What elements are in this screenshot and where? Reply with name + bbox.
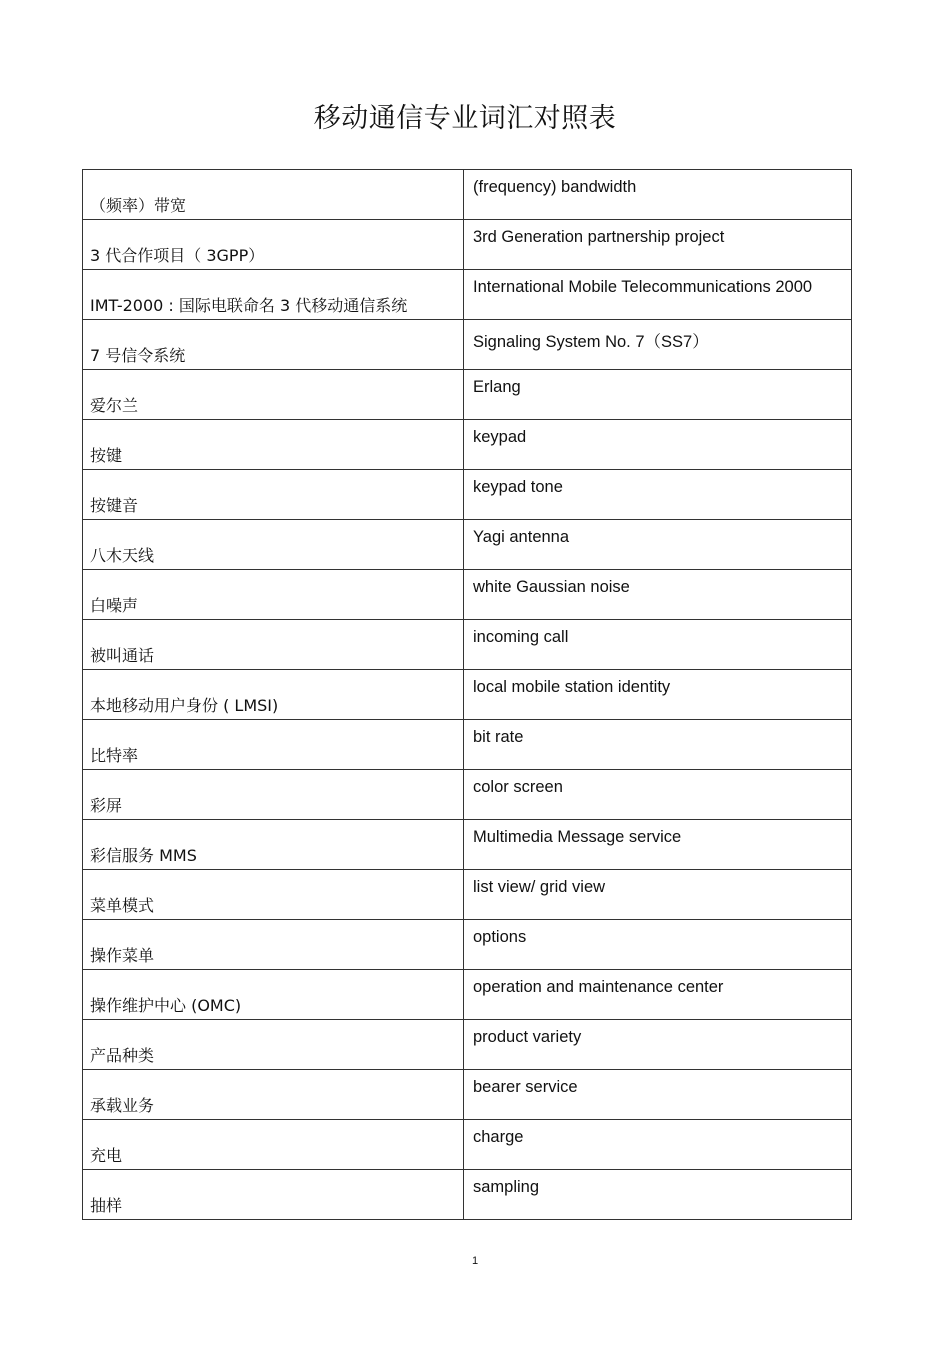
chinese-term: 本地移动用户身份 ( LMSI) (90, 696, 279, 715)
table-row (83, 970, 852, 1020)
chinese-term: 7 号信令系统 (90, 346, 186, 365)
chinese-term-cell (83, 570, 464, 620)
english-term: Yagi antenna (473, 528, 570, 546)
chinese-term-cell (83, 420, 464, 470)
chinese-term: 八木天线 (90, 546, 155, 565)
chinese-term: 彩屏 (90, 796, 123, 815)
english-term: bearer service (473, 1078, 578, 1096)
table-row (83, 670, 852, 720)
english-term: incoming call (473, 628, 569, 646)
table-row (83, 1170, 852, 1220)
chinese-term-cell (83, 620, 464, 670)
chinese-term-cell (83, 1120, 464, 1170)
chinese-term-cell (83, 320, 464, 370)
english-term: 3rd Generation partnership project (473, 228, 725, 246)
chinese-term-cell (83, 720, 464, 770)
english-term: charge (473, 1128, 524, 1146)
english-term-cell (464, 970, 852, 1020)
english-term-cell (464, 670, 852, 720)
chinese-term-cell (83, 270, 464, 320)
english-term-cell (464, 520, 852, 570)
chinese-term-cell (83, 770, 464, 820)
english-term-cell (464, 220, 852, 270)
chinese-term: 被叫通话 (90, 646, 155, 665)
english-term: color screen (473, 778, 563, 796)
glossary-table (82, 169, 852, 1220)
chinese-term-cell (83, 370, 464, 420)
table-row (83, 720, 852, 770)
table-row (83, 570, 852, 620)
chinese-term: 3 代合作项目（ 3GPP） (90, 246, 265, 265)
chinese-term: 彩信服务 MMS (90, 846, 197, 865)
english-term: product variety (473, 1028, 582, 1046)
table-row (83, 220, 852, 270)
table-row (83, 1070, 852, 1120)
chinese-term: 白噪声 (90, 596, 139, 615)
chinese-term-cell (83, 920, 464, 970)
chinese-term: IMT-2000 : 国际电联命名 3 代移动通信系统 (90, 296, 408, 315)
chinese-term-cell (83, 870, 464, 920)
table-row (83, 920, 852, 970)
english-term-cell (464, 320, 852, 370)
english-term: operation and maintenance center (473, 978, 724, 996)
english-term-cell (464, 870, 852, 920)
table-row (83, 420, 852, 470)
table-row (83, 520, 852, 570)
english-term-cell (464, 1120, 852, 1170)
table-row (83, 770, 852, 820)
chinese-term-cell (83, 170, 464, 220)
english-term: options (473, 928, 527, 946)
english-term-cell (464, 370, 852, 420)
chinese-term-cell (83, 220, 464, 270)
glossary-table-body (83, 170, 852, 1220)
english-term: Erlang (473, 378, 521, 396)
chinese-term: 产品种类 (90, 1046, 155, 1065)
chinese-term: 按键音 (90, 496, 139, 515)
english-term-cell (464, 1020, 852, 1070)
table-row (83, 820, 852, 870)
chinese-term: 比特率 (90, 746, 139, 765)
table-row (83, 470, 852, 520)
chinese-term: 操作菜单 (90, 946, 155, 965)
chinese-term-cell (83, 520, 464, 570)
table-row (83, 870, 852, 920)
english-term-cell (464, 1170, 852, 1220)
chinese-term-cell (83, 1020, 464, 1070)
english-term: bit rate (473, 728, 524, 746)
table-row (83, 320, 852, 370)
chinese-term: （频率）带宽 (90, 196, 187, 215)
english-term-cell (464, 620, 852, 670)
chinese-term: 菜单模式 (90, 896, 155, 915)
chinese-term-cell (83, 1070, 464, 1120)
english-term-cell (464, 270, 852, 320)
chinese-term-cell (83, 820, 464, 870)
english-term-cell (464, 420, 852, 470)
table-row (83, 1120, 852, 1170)
chinese-term: 充电 (90, 1146, 123, 1165)
chinese-term: 爱尔兰 (90, 396, 139, 415)
chinese-term: 承载业务 (90, 1096, 155, 1115)
english-term: (frequency) bandwidth (473, 178, 637, 196)
chinese-term: 操作维护中心 (OMC) (90, 996, 242, 1015)
english-term: sampling (473, 1178, 540, 1196)
english-term-cell (464, 570, 852, 620)
chinese-term: 抽样 (90, 1196, 123, 1215)
page-number: 1 (471, 1255, 479, 1267)
table-row (83, 370, 852, 420)
chinese-term-cell (83, 470, 464, 520)
chinese-term-cell (83, 970, 464, 1020)
table-row (83, 170, 852, 220)
chinese-term: 按键 (90, 446, 123, 465)
english-term: keypad tone (473, 478, 563, 496)
english-term: local mobile station identity (473, 678, 671, 696)
table-row (83, 270, 852, 320)
table-row (83, 1020, 852, 1070)
english-term-cell (464, 770, 852, 820)
table-row (83, 620, 852, 670)
english-term: white Gaussian noise (473, 578, 630, 596)
english-term-cell (464, 820, 852, 870)
english-term-cell (464, 170, 852, 220)
english-term: list view/ grid view (473, 878, 606, 896)
english-term-cell (464, 470, 852, 520)
english-term: Multimedia Message service (473, 828, 682, 846)
english-term-cell (464, 920, 852, 970)
chinese-term-cell (83, 1170, 464, 1220)
page-title: 移动通信专业词汇对照表 (313, 103, 617, 134)
english-term-cell (464, 720, 852, 770)
chinese-term-cell (83, 670, 464, 720)
english-term-cell (464, 1070, 852, 1120)
english-term: keypad (473, 428, 527, 446)
english-term: Signaling System No. 7（SS7） (473, 333, 709, 351)
english-term: International Mobile Telecommunications 2000 (473, 278, 813, 296)
